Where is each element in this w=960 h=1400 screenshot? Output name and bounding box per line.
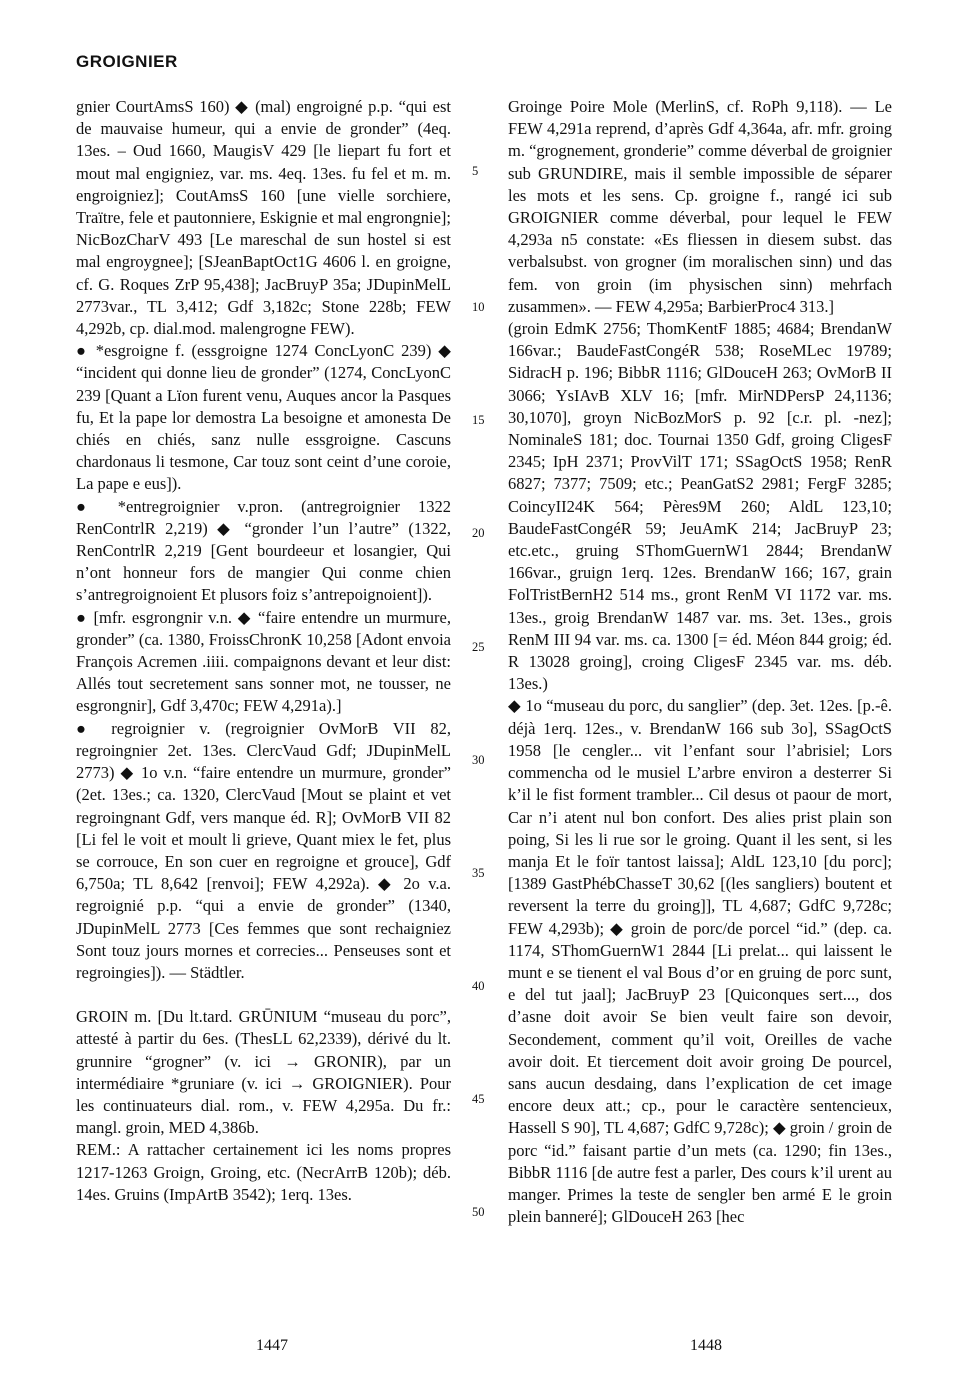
line-number: 15 xyxy=(472,413,485,427)
line-number: 35 xyxy=(472,866,485,880)
paragraph: gnier CourtAmsS 160) ◆ (mal) engroigné p.p. “qui est de mauvaise humeur, qui a envie de gronder” (4eq. 13es. – Oud 1660, MaugisV 429 [le liepart fu fort et mout mal engigniez, var. ms. 4eq. 13es. fu fel et m. m. engroigniez]; CoutAmsS 160 [une vielle sorchiere, Traïtre, fele et pautonniere, Eskignie et mal engrongnie]; NicBozCharV 493 [Le mareschal de sun hostel si est mal engroygnee]; [SJeanBaptOct1G 4606 l. en groigne, cf. G. Roques ZrP 95,438]; JacBruyP 35a; JDupinMelL 2773var., TL 3,412; Gdf 3,182c; Stone 228b; FEW 4,292b, cp. dial.mod. malengrogne FEW). xyxy=(76,97,451,339)
line-number: 20 xyxy=(472,526,485,540)
entry-entregroignier: ● *entregroignier v.pron. (antregroignier 1322 RenContrlR 2,219) ◆ “gronder l’un l’autre” (1322, RenContrlR 2,219 [Gent bourdeeur et losangier, Qui n’ont honneur fors de mangier Qui conme chien s’antregroignoient Et plusors foiz s’antrepoignoient]). xyxy=(76,496,451,605)
line-number: 5 xyxy=(472,164,479,178)
right-column xyxy=(508,96,892,1228)
line-number: 10 xyxy=(472,300,485,314)
remark: REM.: A rattacher certainement ici les noms propres 1217-1263 Groign, Groing, etc. (NecrArrB 120b); déb. 14es. Gruins (ImpArtB 3542); 1erq. 13es. xyxy=(76,1140,451,1204)
paragraph: Groinge Poire Mole (MerlinS, cf. RoPh 9,118). — Le FEW 4,291a reprend, d’après Gdf 4,364a, afr. mfr. groing m. “grognement, gronderie” comme déverbal de groignier sub GRUNDIRE, mais il semble impossible de séparer les mots et les sens. Cp. groigne f., rangé ici sub GROIGNIER comme déverbal, pour lequel le FEW 4,293a n5 constate: «Es fliessen in diesem subst. das verbalsubst. von grogner (im moralischen sinn) und das fem. von groin (im physischen sinn) mehrfach zusammen». — FEW 4,295a; BarbierProc4 313.] xyxy=(508,97,892,316)
paragraph-forms: (groin EdmK 2756; ThomKentF 1885; 4684; BrendanW 166var.; BaudeFastCongéR 538; RoseMLec 19789; SidracH p. 196; BibbR 1116; GlDouceH 263; OvMorB II 3066; YsIAvB XLV 16; [mfr. MirNDPersP 24,1136; 30,1070], groyn NicBozMorS p. 92 [c.r. pl. -nez]; NominaleS 181; doc. Tournai 1350 Gdf, groing CligesF 2345; IpH 2371; ProvVilT 171; SSagOctS 1958; RenR 6827; 7377; 7509; etc.; PeanGatS2 2981; FergF 3285; CoincyII24K 564; Pères9M 260; AldL 123,10; BaudeFastCongéR 59; JeuAmK 214; JacBruyP 23; etc.etc., gruing SThomGuernW1 2844; BrendanW 166var., gruign 1erq. 12es. BrendanW 166; 167, grain FolTristBernH2 514 ms., gront RenM VI 1172 var. ms. 13es., groig BrendanW 1487 var. ms. 3et. 13es., grois RenM III 94 var. ms. ca. 1300 [= éd. Méon 844 groig; éd. R 13028 groing], croing CligesF 2345 var. ms. déb. 13es.) xyxy=(508,319,892,694)
paragraph-senses: ◆ 1o “museau du porc, du sanglier” (dep. 3et. 12es. [p.-ê. déjà 1erq. 12es., v. BrendanW 166 sub 3o], SSagOctS 1958 [le cengler... vit l’enfant sour l’abrisiel; Lors commencha od le musiel L’arbre environ a desterrer Si k’il le fist forment trambler... Cil desus ot paour de mort, Car n’i atent nul bon confort. Des alies prist plain son poing, Si les li rue sor le groing. Quant il les sent, si les manja Et le foïr tantost laissa]; AldL 123,10 [du porc]; [1389 GastPhébChasseT 30,62 [(les sangliers) boutent et reversent la terre du groing]], TL 4,687; GdfC 9,728c; FEW 4,293b); ◆ groin de porc/de porcel “id.” (dep. ca. 1174, SThomGuernW1 2844 [Li prelat... qui laissent le munt e se tienent el val Bous d’or en gruing de porc sunt, e del tut jaal]; JacBruyP 23 [Quiconques sert..., dos d’asne doit avoir Se bien veult faire son devoir, Secondement, comment qu’il voit, Oreilles de vache avoir doit. Et tiercement doit avoir groing De pourcel, sans aucun desdaing, dans l’explication de cet image encore deux att.; cp., pour le caractère sentencieux, Hassell S 90], TL 4,687; GdfC 9,728c); ◆ groin / groin de porc “id.” faisant partie d’un mets (ca. 1290; fin 13es., BibbR 1116 [de autre fest a parler, Des cours k’il urent au manger. Primes la teste de sengler ben armé E le groin plein banneré]; GlDouceH 263 [hec xyxy=(508,696,892,1227)
line-number: 45 xyxy=(472,1092,485,1106)
line-number: 25 xyxy=(472,640,485,654)
left-column xyxy=(76,96,451,1206)
running-head: GROIGNIER xyxy=(76,52,178,71)
line-number: 30 xyxy=(472,753,485,767)
line-number: 40 xyxy=(472,979,485,993)
line-number: 50 xyxy=(472,1205,485,1219)
entry-esgrongnir: ● [mfr. esgrongnir v.n. ◆ “faire entendre un murmure, gronder” (ca. 1380, FroissChronK 10,258 [Adont envoia François Acremen .iiii. compaignons devant et leur dist: Allés tout secretement sans sonner mot, ne tousser, ne esgrongnir], Gdf 3,470c; FEW 4,291a).] xyxy=(76,607,451,716)
entry-regroignier: ● regroignier v. (regroignier OvMorB VII 82, regroingnier 2et. 13es. ClercVaud Gdf; JDupinMelL 2773) ◆ 1o v.n. “faire entendre un murmure, gronder” (2et. 13es.; ca. 1320, ClercVaud [Mout se plaint et vet regroingnant Gdf, vers manque éd. R]; OvMorB VII 82 [Li fel le voit et moult li grieve, Quant miex le fet, plus se corrouce, En son cuer en regroigne et grouce], Gdf 6,750a; TL 8,642 [renvoi]; FEW 4,292a). ◆ 2o v.a. regroignié p.p. “qui a envie de gronder” (1340, JDupinMelL 2773 [Ces femmes que sont rechaigniez Sont touz jours mornes et correcies... Penseuses sont et regroingies]). — Städtler. xyxy=(76,718,451,982)
entry-groin-head: GROIN m. [Du lt.tard. GRŪNIUM “museau du porc”, attesté à partir du 6es. (ThesLL 62,2339), dérivé du lt. grunnire “grogner” (v. ici → GRONIR), par un intermédiaire *gruniare (v. ici → GROIGNIER). Pour les continuateurs dial. rom., v. FEW 4,295a. Du fr.: mangl. groin, MED 4,386b. xyxy=(76,1007,451,1138)
page-number-left: 1447 xyxy=(256,1337,288,1354)
page-number-right: 1448 xyxy=(690,1337,722,1354)
entry-esgroigne: ● *esgroigne f. (essgroigne 1274 ConcLyonC 239) ◆ “incident qui donne lieu de gronder” (1274, ConcLyonC 239 [Quant a Lïon furent venu, Auques ancor la Pasques fu, Et la pape lor demostra La besoigne et amonesta De chiés en chiés, sanz nulle essgroigne. Cascuns chardonaus li tesmone, Car touz sont ceint d’une coroie, La pape e eus]). xyxy=(76,341,451,494)
